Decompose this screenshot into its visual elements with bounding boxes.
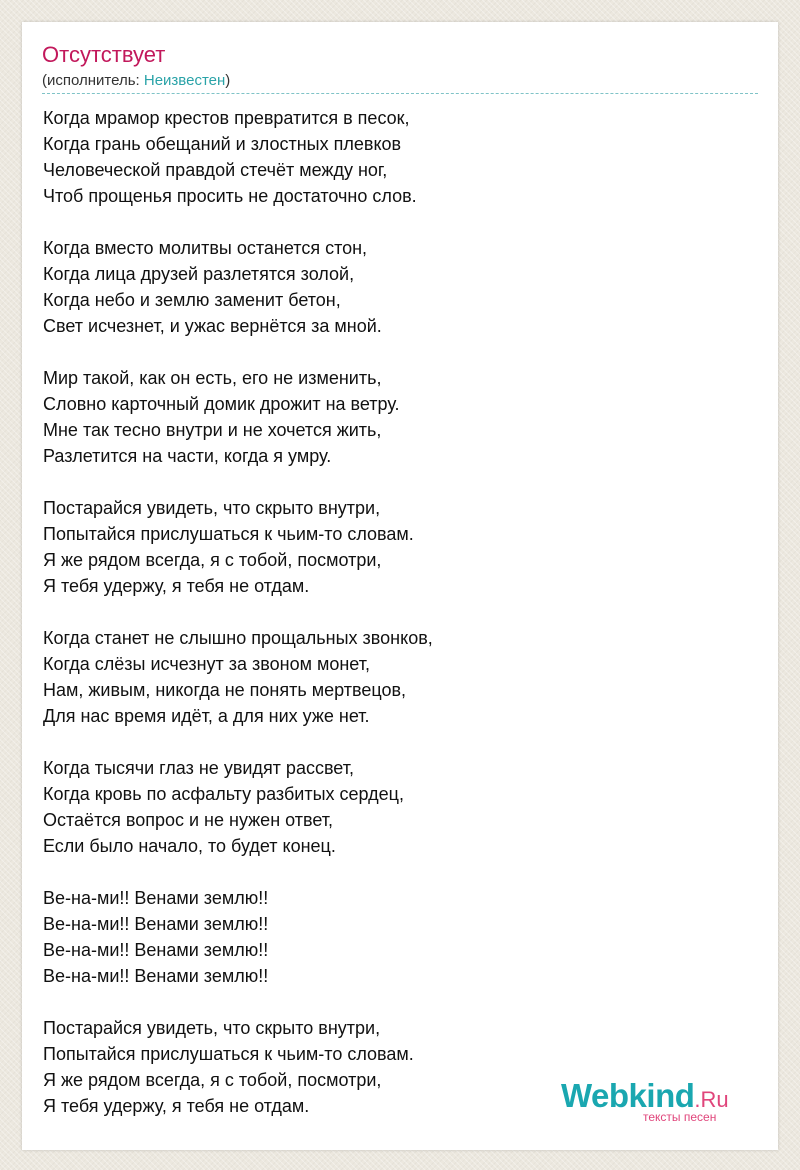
lyrics-line: Человеческой правдой стечёт между ног, — [43, 160, 388, 180]
lyrics-stanza — [43, 495, 743, 599]
logo-name: Webkind — [561, 1077, 695, 1114]
lyrics-stanza — [43, 755, 743, 859]
lyrics-line: Для нас время идёт, а для них уже нет. — [43, 706, 370, 726]
webkind-logo[interactable] — [561, 1078, 751, 1126]
lyrics-stanza — [43, 885, 743, 989]
lyrics-line: Нам, живым, никогда не понять мертвецов, — [43, 680, 407, 700]
lyrics-line: Когда грань обещаний и злостных плевков — [43, 134, 402, 154]
lyrics-line: Когда небо и землю заменит бетон, — [43, 290, 341, 310]
lyrics-stanza — [43, 235, 743, 339]
lyrics-line: Мне так тесно внутри и не хочется жить, — [43, 420, 382, 440]
lyrics-line: Чтоб прощенья просить не достаточно слов. — [43, 186, 417, 206]
lyrics-line: Ве-на-ми!! Венами землю!! — [43, 888, 269, 908]
artist-link[interactable]: Неизвестен — [143, 72, 226, 89]
lyrics-line: Я тебя удержу, я тебя не отдам. — [43, 1096, 310, 1116]
lyrics-line: Ве-на-ми!! Венами землю!! — [43, 940, 269, 960]
lyrics-stanza — [43, 365, 743, 469]
lyrics-line: Остаётся вопрос и не нужен ответ, — [43, 810, 334, 830]
lyrics-stanza — [43, 105, 743, 209]
logo-tld: .Ru — [694, 1087, 729, 1112]
lyrics-line: Мир такой, как он есть, его не изменить, — [43, 368, 382, 388]
lyrics-line: Когда вместо молитвы останется стон, — [43, 238, 368, 258]
lyrics-line: Ве-на-ми!! Венами землю!! — [43, 966, 269, 986]
lyrics-line: Когда тысячи глаз не увидят рассвет, — [43, 758, 354, 778]
song-title: Отсутствует — [42, 42, 166, 67]
lyrics-line: Попытайся прислушаться к чьим-то словам. — [43, 1044, 414, 1064]
lyrics-line: Когда мрамор крестов превратится в песок, — [43, 108, 410, 128]
lyrics-line: Свет исчезнет, и ужас вернётся за мной. — [43, 316, 382, 336]
lyrics-line: Попытайся прислушаться к чьим-то словам. — [43, 524, 414, 544]
lyrics-line: Я же рядом всегда, я с тобой, посмотри, — [43, 550, 382, 570]
lyrics-card — [22, 22, 778, 1150]
lyrics-line: Постарайся увидеть, что скрыто внутри, — [43, 1018, 381, 1038]
lyrics-line: Если было начало, то будет конец. — [43, 836, 336, 856]
lyrics-line: Когда станет не слышно прощальных звонков, — [43, 628, 433, 648]
artist-suffix: ) — [225, 72, 231, 89]
lyrics-line: Разлетится на части, когда я умру. — [43, 446, 332, 466]
lyrics-text — [43, 105, 743, 1145]
lyrics-stanza — [43, 625, 743, 729]
lyrics-line: Словно карточный домик дрожит на ветру. — [43, 394, 400, 414]
lyrics-line: Когда лица друзей разлетятся золой, — [43, 264, 355, 284]
lyrics-line: Постарайся увидеть, что скрыто внутри, — [43, 498, 381, 518]
logo-tagline: тексты песен — [643, 1110, 717, 1124]
title-divider — [42, 93, 758, 94]
lyrics-line: Ве-на-ми!! Венами землю!! — [43, 914, 269, 934]
lyrics-line: Когда слёзы исчезнут за звоном монет, — [43, 654, 370, 674]
lyrics-line: Когда кровь по асфальту разбитых сердец, — [43, 784, 404, 804]
lyrics-line: Я тебя удержу, я тебя не отдам. — [43, 576, 310, 596]
artist-line — [42, 72, 230, 90]
artist-prefix: (исполнитель: — [42, 72, 144, 89]
lyrics-line: Я же рядом всегда, я с тобой, посмотри, — [43, 1070, 382, 1090]
